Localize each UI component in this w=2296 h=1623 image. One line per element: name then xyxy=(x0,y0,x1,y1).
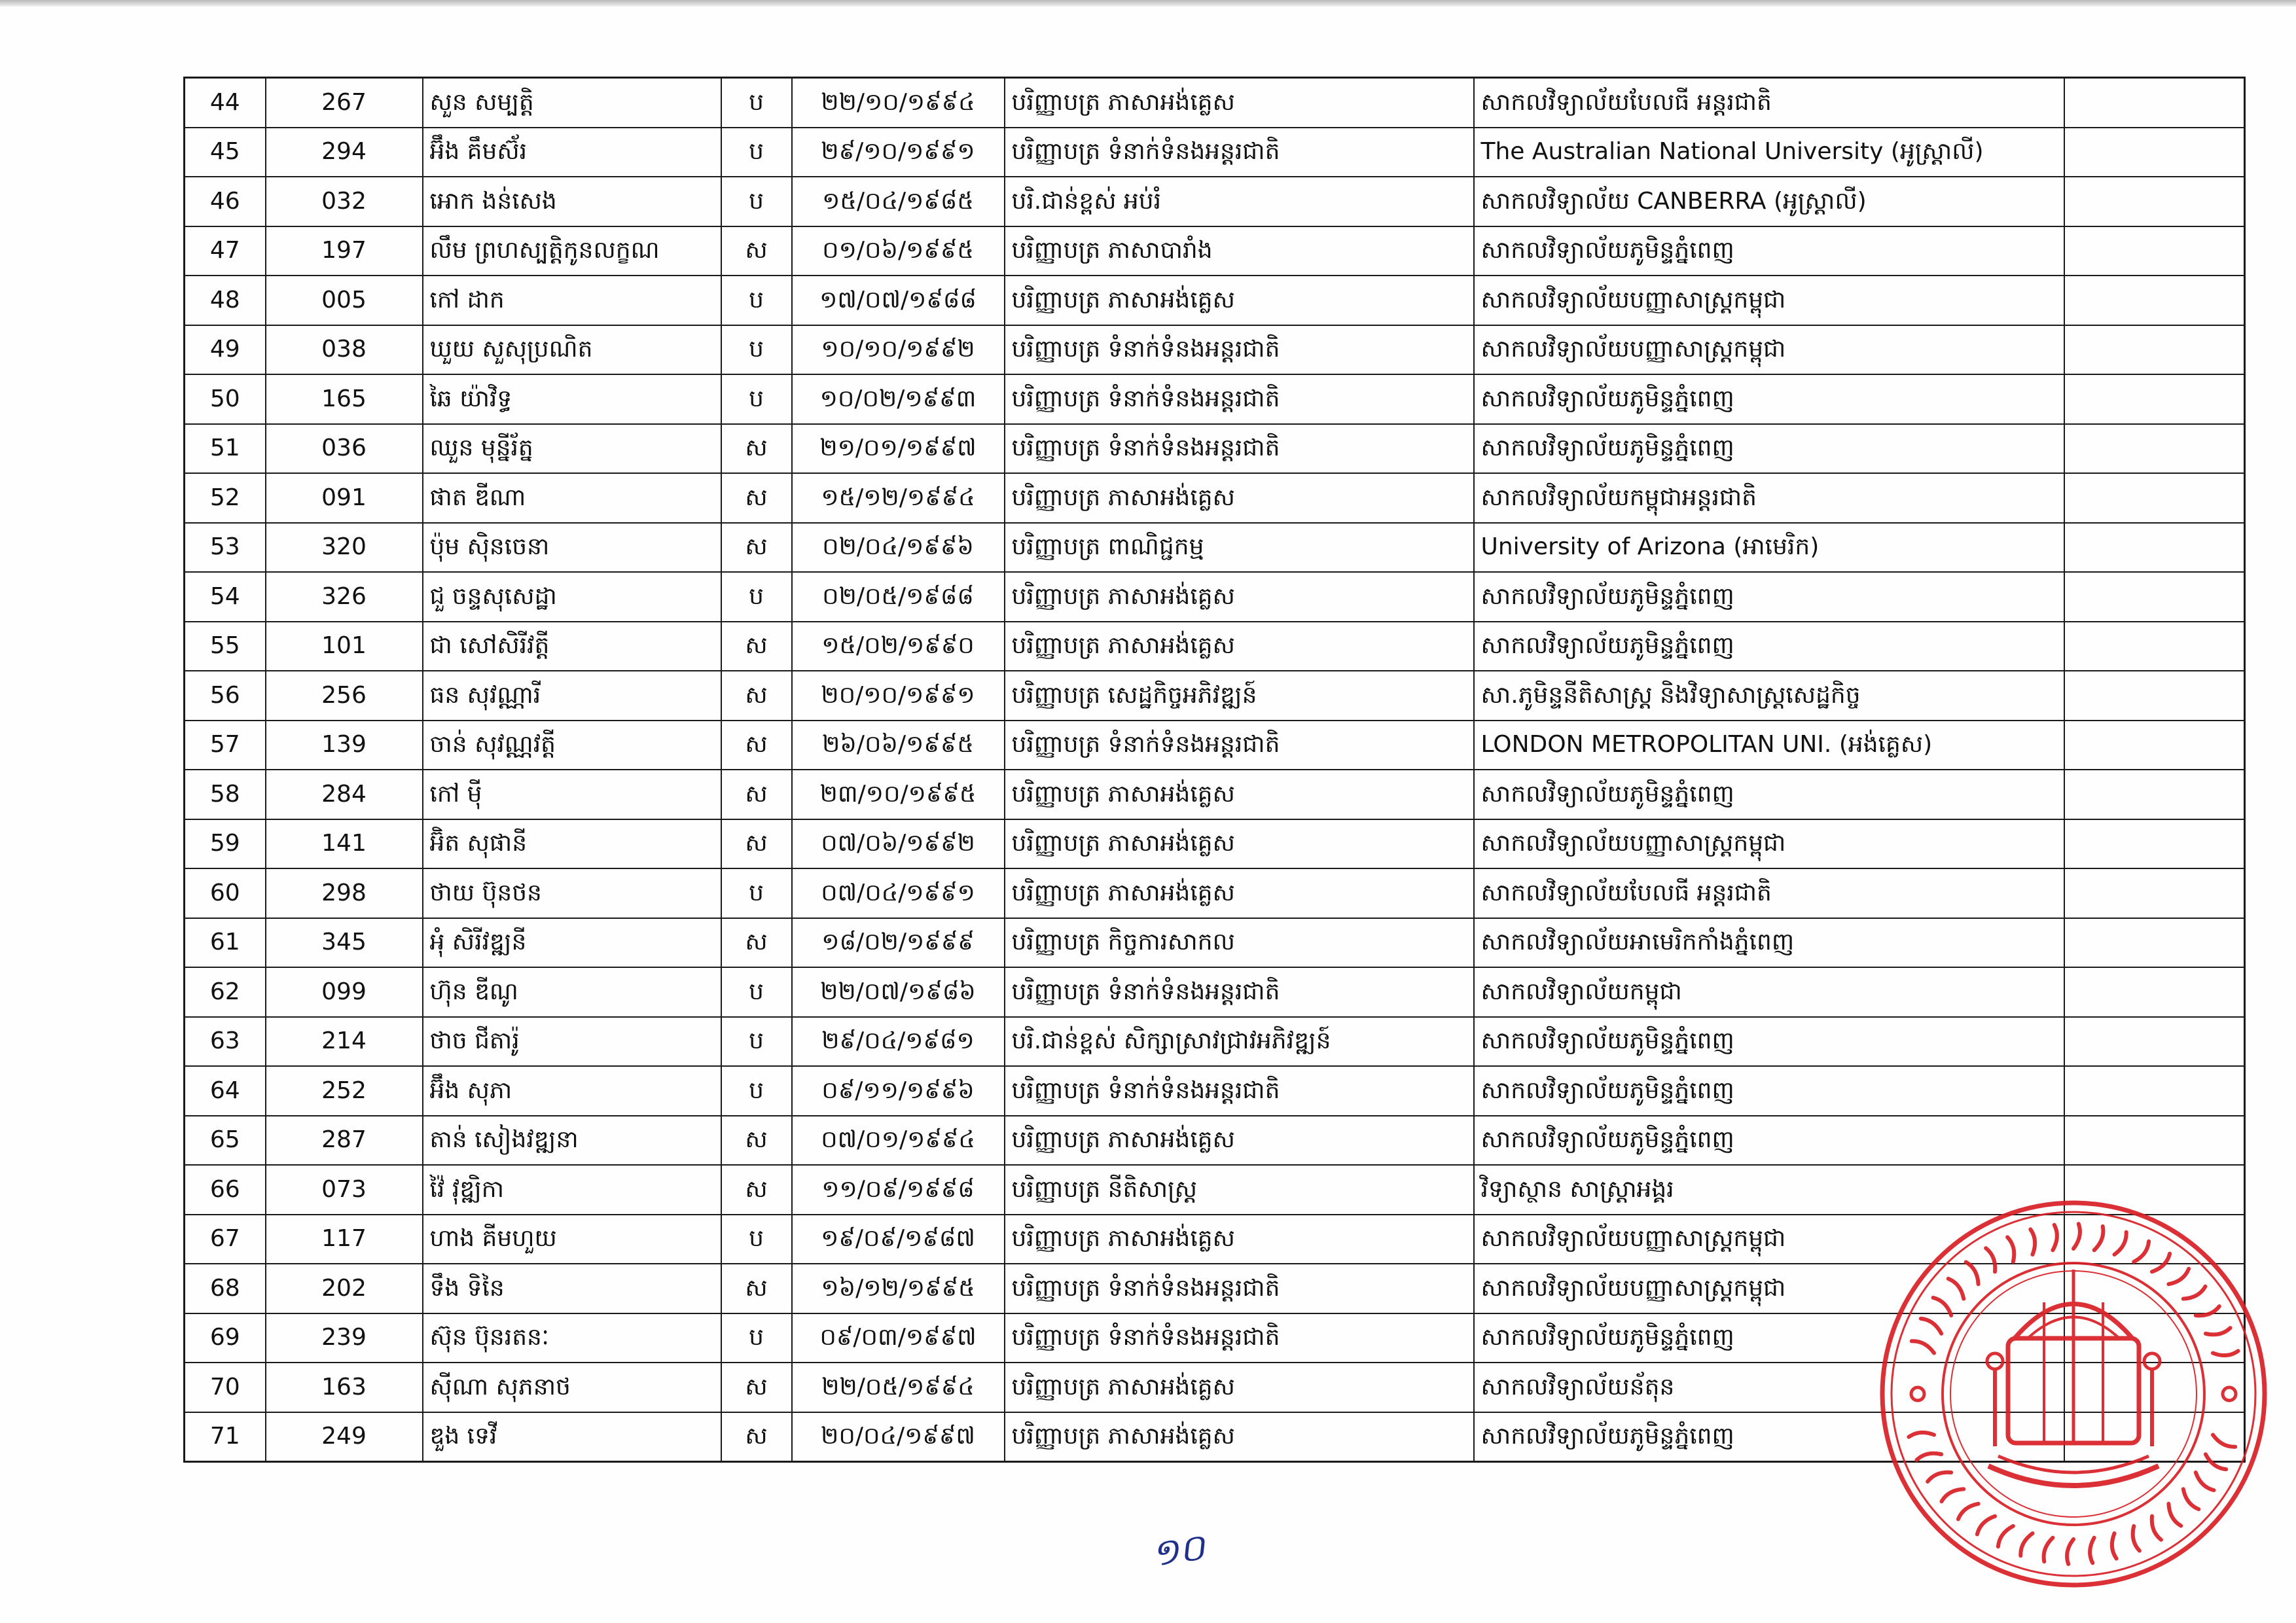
degree-cell: បរិញ្ញាបត្រ ភាសាអង់គ្លេស xyxy=(1005,819,1474,869)
candidate-id-cell: 287 xyxy=(266,1116,423,1166)
candidate-name-cell: ធន សុវណ្ណារី xyxy=(423,671,721,721)
institution-cell: សាកលវិទ្យាល័យ CANBERRA (អូស្ត្រាលី) xyxy=(1474,177,2064,226)
institution-cell: សាកលវិទ្យាល័យភូមិន្ទភ្នំពេញ xyxy=(1474,1412,2064,1462)
candidate-id-cell: 294 xyxy=(266,128,423,177)
remarks-cell xyxy=(2064,1264,2245,1313)
candidate-id-cell: 036 xyxy=(266,424,423,474)
candidate-name-cell: ជួ ចន្ទសុសេដ្ឋា xyxy=(423,572,721,622)
table-row xyxy=(185,523,2245,573)
institution-cell: សាកលវិទ្យាល័យអាមេរិកកាំងភ្នំពេញ xyxy=(1474,918,2064,968)
date-of-birth-cell: ១៥/១២/១៩៩៤ xyxy=(792,473,1005,523)
institution-cell: សាកលវិទ្យាល័យភូមិន្ទភ្នំពេញ xyxy=(1474,1066,2064,1116)
institution-cell: សាកលវិទ្យាល័យកម្ពុជាអន្តរជាតិ xyxy=(1474,473,2064,523)
date-of-birth-cell: ១០/០២/១៩៩៣ xyxy=(792,374,1005,424)
degree-cell: បរិញ្ញាបត្រ ទំនាក់ទំនងអន្តរជាតិ xyxy=(1005,721,1474,770)
date-of-birth-cell: ១៨/០២/១៩៩៩ xyxy=(792,918,1005,968)
institution-cell: សាកលវិទ្យាល័យភូមិន្ទភ្នំពេញ xyxy=(1474,572,2064,622)
remarks-cell xyxy=(2064,473,2245,523)
candidate-name-cell: លឹម ព្រហស្បត្តិកូនលក្ខណ xyxy=(423,226,721,276)
sex-cell: ស xyxy=(721,226,792,276)
sex-cell: ប xyxy=(721,128,792,177)
table-row xyxy=(185,1412,2245,1462)
candidate-name-cell: កៅ ដាក xyxy=(423,276,721,325)
candidate-id-cell: 249 xyxy=(266,1412,423,1462)
degree-cell: បរិញ្ញាបត្រ ភាសាអង់គ្លេស xyxy=(1005,622,1474,671)
institution-cell: The Australian National University (អូស្ត្រាលី) xyxy=(1474,128,2064,177)
candidate-id-cell: 163 xyxy=(266,1363,423,1412)
candidate-name-cell: ប៉ុម ស៊ិនចេនា xyxy=(423,523,721,573)
candidate-name-cell: ថាច ជីតារ៉ូ xyxy=(423,1017,721,1067)
institution-cell: សាកលវិទ្យាល័យភូមិន្ទភ្នំពេញ xyxy=(1474,770,2064,819)
degree-cell: បរិញ្ញាបត្រ ទំនាក់ទំនងអន្តរជាតិ xyxy=(1005,424,1474,474)
institution-cell: សាកលវិទ្យាល័យកម្ពុជា xyxy=(1474,967,2064,1017)
degree-cell: បរិញ្ញាបត្រ ទំនាក់ទំនងអន្តរជាតិ xyxy=(1005,374,1474,424)
candidate-name-cell: វ៉ៃ វុឌ្ឍិកា xyxy=(423,1165,721,1215)
degree-cell: បរិញ្ញាបត្រ ភាសាអង់គ្លេស xyxy=(1005,78,1474,128)
remarks-cell xyxy=(2064,1313,2245,1363)
date-of-birth-cell: ២២/០៥/១៩៩៤ xyxy=(792,1363,1005,1412)
candidate-id-cell: 038 xyxy=(266,325,423,375)
candidate-id-cell: 298 xyxy=(266,868,423,918)
table-row xyxy=(185,967,2245,1017)
row-number-cell: 51 xyxy=(185,424,266,474)
degree-cell: បរិញ្ញាបត្រ កិច្ចការសាកល xyxy=(1005,918,1474,968)
candidate-name-cell: ឆៃ យ៉ាវិទ្ធ xyxy=(423,374,721,424)
date-of-birth-cell: ០៧/០៦/១៩៩២ xyxy=(792,819,1005,869)
row-number-cell: 45 xyxy=(185,128,266,177)
table-row xyxy=(185,1363,2245,1412)
candidate-name-cell: ផាត ឌីណា xyxy=(423,473,721,523)
row-number-cell: 71 xyxy=(185,1412,266,1462)
date-of-birth-cell: ២៩/១០/១៩៩១ xyxy=(792,128,1005,177)
candidate-name-cell: ស៊ុន ប៊ុនរតនៈ xyxy=(423,1313,721,1363)
candidate-id-cell: 267 xyxy=(266,78,423,128)
institution-cell: សាកលវិទ្យាល័យបញ្ញាសាស្ត្រកម្ពុជា xyxy=(1474,819,2064,869)
row-number-cell: 58 xyxy=(185,770,266,819)
degree-cell: បរិ.ជាន់ខ្ពស់ សិក្សាស្រាវជ្រាវអភិវឌ្ឍន៍ xyxy=(1005,1017,1474,1067)
candidate-id-cell: 320 xyxy=(266,523,423,573)
table-row xyxy=(185,1165,2245,1215)
row-number-cell: 46 xyxy=(185,177,266,226)
institution-cell: សាកលវិទ្យាល័យបញ្ញាសាស្ត្រកម្ពុជា xyxy=(1474,276,2064,325)
remarks-cell xyxy=(2064,177,2245,226)
remarks-cell xyxy=(2064,325,2245,375)
row-number-cell: 48 xyxy=(185,276,266,325)
institution-cell: សាកលវិទ្យាល័យភូមិន្ទភ្នំពេញ xyxy=(1474,622,2064,671)
institution-cell: សាកលវិទ្យាល័យបែលធី អន្តរជាតិ xyxy=(1474,868,2064,918)
date-of-birth-cell: ១៧/០៧/១៩៨៨ xyxy=(792,276,1005,325)
candidate-id-cell: 032 xyxy=(266,177,423,226)
candidate-id-cell: 141 xyxy=(266,819,423,869)
date-of-birth-cell: ២៩/០៤/១៩៨១ xyxy=(792,1017,1005,1067)
sex-cell: ប xyxy=(721,325,792,375)
remarks-cell xyxy=(2064,374,2245,424)
candidate-name-cell: ឌួង ទេវី xyxy=(423,1412,721,1462)
candidate-id-cell: 005 xyxy=(266,276,423,325)
table-row xyxy=(185,1017,2245,1067)
sex-cell: ប xyxy=(721,276,792,325)
degree-cell: បរិញ្ញាបត្រ នីតិសាស្ត្រ xyxy=(1005,1165,1474,1215)
table-row xyxy=(185,770,2245,819)
candidate-name-cell: អោក ងន់សេង xyxy=(423,177,721,226)
degree-cell: បរិញ្ញាបត្រ ទំនាក់ទំនងអន្តរជាតិ xyxy=(1005,1313,1474,1363)
remarks-cell xyxy=(2064,967,2245,1017)
remarks-cell xyxy=(2064,226,2245,276)
table-row xyxy=(185,325,2245,375)
candidate-table xyxy=(183,77,2246,1463)
table-row xyxy=(185,473,2245,523)
sex-cell: ស xyxy=(721,473,792,523)
table-row xyxy=(185,1313,2245,1363)
degree-cell: បរិញ្ញាបត្រ ភាសាអង់គ្លេស xyxy=(1005,473,1474,523)
sex-cell: ស xyxy=(721,1165,792,1215)
remarks-cell xyxy=(2064,671,2245,721)
sex-cell: ស xyxy=(721,770,792,819)
date-of-birth-cell: ០៧/០៤/១៩៩១ xyxy=(792,868,1005,918)
candidate-name-cell: កៅ មុី xyxy=(423,770,721,819)
candidate-id-cell: 239 xyxy=(266,1313,423,1363)
institution-cell: សា.ភូមិន្ទនីតិសាស្ត្រ និងវិទ្យាសាស្ត្រសេដ្ឋកិច្ច xyxy=(1474,671,2064,721)
table-row xyxy=(185,276,2245,325)
remarks-cell xyxy=(2064,128,2245,177)
candidate-name-cell: ថាយ ប៊ុនថន xyxy=(423,868,721,918)
sex-cell: ស xyxy=(721,721,792,770)
candidate-name-cell: ហ៊ុន ឌីណូ xyxy=(423,967,721,1017)
remarks-cell xyxy=(2064,1017,2245,1067)
table-row xyxy=(185,572,2245,622)
remarks-cell xyxy=(2064,1066,2245,1116)
sex-cell: ស xyxy=(721,1363,792,1412)
sex-cell: ប xyxy=(721,572,792,622)
row-number-cell: 66 xyxy=(185,1165,266,1215)
row-number-cell: 64 xyxy=(185,1066,266,1116)
remarks-cell xyxy=(2064,1215,2245,1264)
table-row xyxy=(185,1215,2245,1264)
candidate-id-cell: 326 xyxy=(266,572,423,622)
row-number-cell: 60 xyxy=(185,868,266,918)
row-number-cell: 59 xyxy=(185,819,266,869)
sex-cell: ប xyxy=(721,177,792,226)
candidate-name-cell: អ៊ិត សុផានី xyxy=(423,819,721,869)
degree-cell: បរិញ្ញាបត្រ ភាសាអង់គ្លេស xyxy=(1005,1215,1474,1264)
row-number-cell: 70 xyxy=(185,1363,266,1412)
row-number-cell: 52 xyxy=(185,473,266,523)
date-of-birth-cell: ១០/១០/១៩៩២ xyxy=(792,325,1005,375)
degree-cell: បរិញ្ញាបត្រ ភាសាអង់គ្លេស xyxy=(1005,868,1474,918)
candidate-name-cell: សួន សម្បត្តិ xyxy=(423,78,721,128)
candidate-id-cell: 165 xyxy=(266,374,423,424)
candidate-name-cell: អ៊ឹង គឹមស៊័រ xyxy=(423,128,721,177)
table-row xyxy=(185,1116,2245,1166)
candidate-id-cell: 202 xyxy=(266,1264,423,1313)
date-of-birth-cell: ០៩/០៣/១៩៩៧ xyxy=(792,1313,1005,1363)
candidate-id-cell: 284 xyxy=(266,770,423,819)
row-number-cell: 44 xyxy=(185,78,266,128)
degree-cell: បរិញ្ញាបត្រ ទំនាក់ទំនងអន្តរជាតិ xyxy=(1005,128,1474,177)
sex-cell: ស xyxy=(721,523,792,573)
date-of-birth-cell: ២១/០១/១៩៩៧ xyxy=(792,424,1005,474)
sex-cell: ស xyxy=(721,918,792,968)
candidate-id-cell: 197 xyxy=(266,226,423,276)
degree-cell: បរិញ្ញាបត្រ ពាណិជ្ជកម្ម xyxy=(1005,523,1474,573)
institution-cell: សាកលវិទ្យាល័យបញ្ញាសាស្ត្រកម្ពុជា xyxy=(1474,1264,2064,1313)
candidate-id-cell: 214 xyxy=(266,1017,423,1067)
candidate-name-cell: ទឹង ទិនៃ xyxy=(423,1264,721,1313)
institution-cell: សាកលវិទ្យាល័យភូមិន្ទភ្នំពេញ xyxy=(1474,1017,2064,1067)
remarks-cell xyxy=(2064,918,2245,968)
row-number-cell: 62 xyxy=(185,967,266,1017)
date-of-birth-cell: ២២/១០/១៩៩៤ xyxy=(792,78,1005,128)
remarks-cell xyxy=(2064,276,2245,325)
degree-cell: បរិញ្ញាបត្រ ភាសាអង់គ្លេស xyxy=(1005,1116,1474,1166)
sex-cell: ស xyxy=(721,1116,792,1166)
sex-cell: ប xyxy=(721,1066,792,1116)
sex-cell: ប xyxy=(721,967,792,1017)
date-of-birth-cell: ២០/០៤/១៩៩៧ xyxy=(792,1412,1005,1462)
degree-cell: បរិ.ជាន់ខ្ពស់ អប់រំ xyxy=(1005,177,1474,226)
row-number-cell: 53 xyxy=(185,523,266,573)
sex-cell: ប xyxy=(721,78,792,128)
candidate-id-cell: 252 xyxy=(266,1066,423,1116)
institution-cell: University of Arizona (អាមេរិក) xyxy=(1474,523,2064,573)
remarks-cell xyxy=(2064,1165,2245,1215)
degree-cell: បរិញ្ញាបត្រ ភាសាបារាំង xyxy=(1005,226,1474,276)
candidate-name-cell: ស៊ីណា សុភនាថ xyxy=(423,1363,721,1412)
table-row xyxy=(185,78,2245,128)
remarks-cell xyxy=(2064,424,2245,474)
row-number-cell: 61 xyxy=(185,918,266,968)
date-of-birth-cell: ២២/០៧/១៩៨៦ xyxy=(792,967,1005,1017)
remarks-cell xyxy=(2064,622,2245,671)
institution-cell: សាកលវិទ្យាល័យភូមិន្ទភ្នំពេញ xyxy=(1474,226,2064,276)
sex-cell: ប xyxy=(721,1313,792,1363)
institution-cell: សាកលវិទ្យាល័យភូមិន្ទភ្នំពេញ xyxy=(1474,374,2064,424)
row-number-cell: 56 xyxy=(185,671,266,721)
remarks-cell xyxy=(2064,78,2245,128)
date-of-birth-cell: ០២/០៤/១៩៩៦ xyxy=(792,523,1005,573)
degree-cell: បរិញ្ញាបត្រ ភាសាអង់គ្លេស xyxy=(1005,770,1474,819)
sex-cell: ស xyxy=(721,622,792,671)
candidate-name-cell: អុំ សិរីវឌ្ឍនី xyxy=(423,918,721,968)
degree-cell: បរិញ្ញាបត្រ ភាសាអង់គ្លេស xyxy=(1005,1412,1474,1462)
row-number-cell: 57 xyxy=(185,721,266,770)
institution-cell: សាកលវិទ្យាល័យបែលធី អន្តរជាតិ xyxy=(1474,78,2064,128)
candidate-id-cell: 073 xyxy=(266,1165,423,1215)
remarks-cell xyxy=(2064,523,2245,573)
date-of-birth-cell: ១១/០៩/១៩៩៨ xyxy=(792,1165,1005,1215)
table-row xyxy=(185,1264,2245,1313)
institution-cell: សាកលវិទ្យាល័យភូមិន្ទភ្នំពេញ xyxy=(1474,424,2064,474)
degree-cell: បរិញ្ញាបត្រ ភាសាអង់គ្លេស xyxy=(1005,1363,1474,1412)
institution-cell: សាកលវិទ្យាល័យបញ្ញាសាស្ត្រកម្ពុជា xyxy=(1474,1215,2064,1264)
table-row xyxy=(185,868,2245,918)
remarks-cell xyxy=(2064,1363,2245,1412)
candidate-name-cell: ឈួន មុន្នីរ័ត្ន xyxy=(423,424,721,474)
candidate-name-cell: ជា សៅសិរីវត្តី xyxy=(423,622,721,671)
institution-cell: សាកលវិទ្យាល័យបញ្ញាសាស្ត្រកម្ពុជា xyxy=(1474,325,2064,375)
sex-cell: ប xyxy=(721,374,792,424)
date-of-birth-cell: ០១/០៦/១៩៩៥ xyxy=(792,226,1005,276)
degree-cell: បរិញ្ញាបត្រ ទំនាក់ទំនងអន្តរជាតិ xyxy=(1005,1066,1474,1116)
date-of-birth-cell: ២៣/១០/១៩៩៥ xyxy=(792,770,1005,819)
candidate-name-cell: ហាង គីមហួយ xyxy=(423,1215,721,1264)
remarks-cell xyxy=(2064,770,2245,819)
table-row xyxy=(185,671,2245,721)
candidate-name-cell: ចាន់ សុវណ្ណវត្តី xyxy=(423,721,721,770)
table-row xyxy=(185,721,2245,770)
candidate-id-cell: 091 xyxy=(266,473,423,523)
remarks-cell xyxy=(2064,819,2245,869)
institution-cell: វិទ្យាស្ថាន សាស្ត្រាអង្គរ xyxy=(1474,1165,2064,1215)
sex-cell: ប xyxy=(721,1215,792,1264)
sex-cell: ស xyxy=(721,1264,792,1313)
institution-cell: LONDON METROPOLITAN UNI. (អង់គ្លេស) xyxy=(1474,721,2064,770)
date-of-birth-cell: ០៧/០១/១៩៩៤ xyxy=(792,1116,1005,1166)
row-number-cell: 69 xyxy=(185,1313,266,1363)
row-number-cell: 55 xyxy=(185,622,266,671)
row-number-cell: 65 xyxy=(185,1116,266,1166)
degree-cell: បរិញ្ញាបត្រ ទំនាក់ទំនងអន្តរជាតិ xyxy=(1005,967,1474,1017)
row-number-cell: 50 xyxy=(185,374,266,424)
sex-cell: ស xyxy=(721,424,792,474)
row-number-cell: 67 xyxy=(185,1215,266,1264)
sex-cell: ប xyxy=(721,1017,792,1067)
degree-cell: បរិញ្ញាបត្រ ទំនាក់ទំនងអន្តរជាតិ xyxy=(1005,1264,1474,1313)
degree-cell: បរិញ្ញាបត្រ ទំនាក់ទំនងអន្តរជាតិ xyxy=(1005,325,1474,375)
table-row xyxy=(185,128,2245,177)
candidate-id-cell: 101 xyxy=(266,622,423,671)
candidate-id-cell: 099 xyxy=(266,967,423,1017)
date-of-birth-cell: ១៥/០៤/១៩៨៥ xyxy=(792,177,1005,226)
page-number: ១០ xyxy=(1148,1525,1208,1576)
table-row xyxy=(185,819,2245,869)
row-number-cell: 68 xyxy=(185,1264,266,1313)
date-of-birth-cell: ២៦/០៦/១៩៩៥ xyxy=(792,721,1005,770)
candidate-name-cell: អ៊ឹង សុភា xyxy=(423,1066,721,1116)
row-number-cell: 47 xyxy=(185,226,266,276)
table-row xyxy=(185,622,2245,671)
table-row xyxy=(185,226,2245,276)
date-of-birth-cell: ០២/០៥/១៩៨៨ xyxy=(792,572,1005,622)
row-number-cell: 54 xyxy=(185,572,266,622)
candidate-id-cell: 139 xyxy=(266,721,423,770)
candidate-name-cell: តាន់ សៀងវឌ្ឍនា xyxy=(423,1116,721,1166)
institution-cell: សាកលវិទ្យាល័យភូមិន្ទភ្នំពេញ xyxy=(1474,1116,2064,1166)
candidate-table-body xyxy=(185,78,2245,1462)
sex-cell: ស xyxy=(721,819,792,869)
date-of-birth-cell: ១៦/១២/១៩៩៥ xyxy=(792,1264,1005,1313)
table-row xyxy=(185,1066,2245,1116)
remarks-cell xyxy=(2064,572,2245,622)
institution-cell: សាកលវិទ្យាល័យភូមិន្ទភ្នំពេញ xyxy=(1474,1313,2064,1363)
scan-top-edge xyxy=(0,0,2296,7)
degree-cell: បរិញ្ញាបត្រ ភាសាអង់គ្លេស xyxy=(1005,276,1474,325)
table-row xyxy=(185,374,2245,424)
remarks-cell xyxy=(2064,721,2245,770)
date-of-birth-cell: ១៩/០៩/១៩៨៧ xyxy=(792,1215,1005,1264)
table-row xyxy=(185,918,2245,968)
degree-cell: បរិញ្ញាបត្រ សេដ្ឋកិច្ចអភិវឌ្ឍន៍ xyxy=(1005,671,1474,721)
sex-cell: ស xyxy=(721,671,792,721)
candidate-name-cell: ឃួយ សួសុប្រណិត xyxy=(423,325,721,375)
table-row xyxy=(185,424,2245,474)
candidate-id-cell: 117 xyxy=(266,1215,423,1264)
date-of-birth-cell: ០៩/១១/១៩៩៦ xyxy=(792,1066,1005,1116)
row-number-cell: 49 xyxy=(185,325,266,375)
degree-cell: បរិញ្ញាបត្រ ភាសាអង់គ្លេស xyxy=(1005,572,1474,622)
row-number-cell: 63 xyxy=(185,1017,266,1067)
sex-cell: ប xyxy=(721,868,792,918)
sex-cell: ស xyxy=(721,1412,792,1462)
date-of-birth-cell: ២០/១០/១៩៩១ xyxy=(792,671,1005,721)
remarks-cell xyxy=(2064,1412,2245,1462)
candidate-id-cell: 256 xyxy=(266,671,423,721)
date-of-birth-cell: ១៥/០២/១៩៩០ xyxy=(792,622,1005,671)
remarks-cell xyxy=(2064,1116,2245,1166)
candidate-id-cell: 345 xyxy=(266,918,423,968)
table-row xyxy=(185,177,2245,226)
institution-cell: សាកលវិទ្យាល័យន័តុន xyxy=(1474,1363,2064,1412)
remarks-cell xyxy=(2064,868,2245,918)
